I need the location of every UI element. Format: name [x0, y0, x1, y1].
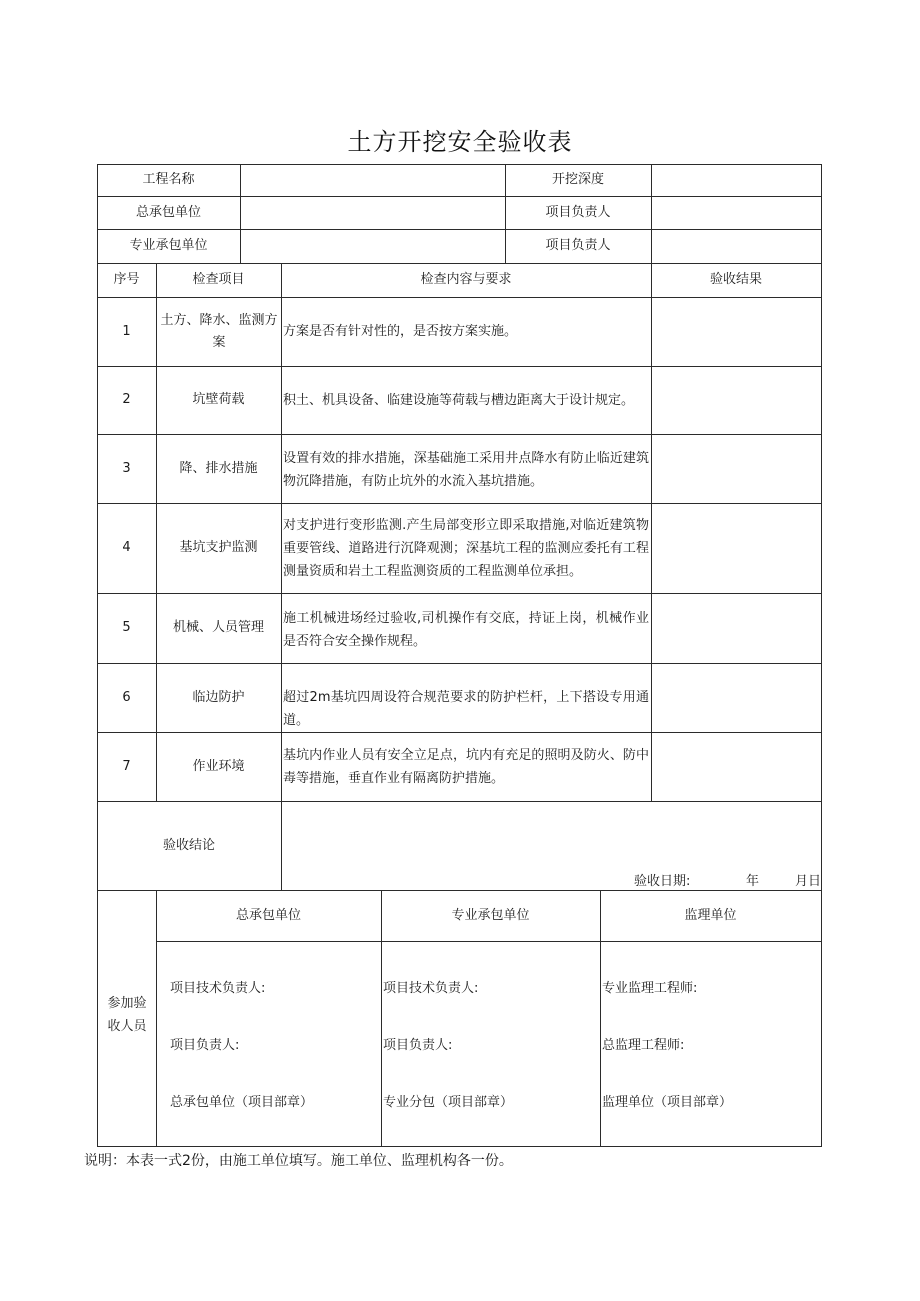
- general-manager-field[interactable]: [652, 197, 821, 229]
- participant-header-supervision: 监理单位: [684, 907, 737, 923]
- divider: [156, 941, 822, 942]
- excavation-depth-label: 开挖深度: [551, 172, 604, 187]
- table-border-right: [821, 164, 822, 1147]
- row-content: 设置有效的排水措施，深基础施工采用井点降水有防止临近建筑物沉降措施，有防止坑外的水流入基坑措施。: [283, 451, 649, 489]
- participants-label: 参加验收人员: [107, 996, 147, 1034]
- row-content: 积土、机具设备、临建设施等荷载与槽边距离大于设计规定。: [283, 393, 635, 408]
- row-no: 7: [122, 758, 131, 774]
- document-title: 土方开挖安全验收表: [347, 128, 573, 156]
- row-no: 3: [122, 460, 131, 476]
- project-name-field[interactable]: [241, 165, 505, 196]
- general-manager-label: 项目负责人: [545, 204, 611, 220]
- row-no: 2: [122, 392, 131, 407]
- column-header-item: 检查项目: [192, 272, 245, 287]
- general-project-lead-label: 项目负责人:: [170, 1038, 240, 1053]
- participant-header-general: 总承包单位: [235, 907, 301, 923]
- row-result-field[interactable]: [652, 504, 821, 593]
- column-header-content: 检查内容与要求: [420, 272, 512, 287]
- specialty-manager-label: 项目负责人: [545, 238, 611, 253]
- row-result-field[interactable]: [652, 664, 821, 732]
- row-no: 6: [122, 689, 131, 705]
- specialty-project-lead-label: 项目负责人:: [383, 1038, 453, 1053]
- column-header-result: 验收结果: [709, 272, 762, 287]
- specialty-contractor-label: 专业承包单位: [129, 238, 208, 253]
- row-item: 作业环境: [192, 758, 245, 774]
- row-result-field[interactable]: [652, 733, 821, 801]
- row-content: 超过2m基坑四周设符合规范要求的防护栏杆，上下搭设专用通道。: [283, 690, 649, 728]
- specialty-supervisor-label: 专业监理工程师:: [602, 981, 698, 996]
- date-month-day-label: 月日: [795, 874, 822, 889]
- acceptance-date-label: 验收日期:: [634, 874, 691, 889]
- conclusion-field[interactable]: [282, 802, 821, 868]
- row-result-field[interactable]: [652, 594, 821, 663]
- general-seal-label: 总承包单位（项目部章）: [170, 1095, 314, 1110]
- row-content: 施工机械进场经过验收,司机操作有交底，持证上岗，机械作业是否符合安全操作规程。: [283, 611, 649, 649]
- row-content: 方案是否有针对性的，是否按方案实施。: [283, 324, 518, 339]
- specialty-seal-label: 专业分包（项目部章）: [383, 1095, 514, 1110]
- row-no: 5: [122, 620, 131, 635]
- chief-supervisor-label: 总监理工程师:: [602, 1038, 685, 1053]
- general-contractor-label: 总承包单位: [135, 204, 201, 220]
- row-item: 降、排水措施: [179, 460, 258, 476]
- specialty-tech-lead-label: 项目技术负责人:: [383, 981, 479, 996]
- date-year-label: 年: [746, 874, 760, 889]
- supervision-seal-label: 监理单位（项目部章）: [602, 1095, 733, 1110]
- specialty-contractor-field[interactable]: [241, 230, 505, 263]
- row-item: 基坑支护监测: [179, 540, 258, 555]
- footnote: 说明：本表一式2份，由施工单位填写。施工单位、监理机构各一份。: [84, 1153, 513, 1169]
- row-content: 对支护进行变形监测.产生局部变形立即采取措施,对临近建筑物重要管线、道路进行沉降观测；深基坑工程的监测应委托有工程测量资质和岩土工程监测资质的工程监测单位承担。: [283, 518, 649, 579]
- table-border-bottom: [97, 1146, 822, 1147]
- row-item: 土方、降水、监测方案: [160, 312, 278, 350]
- row-no: 1: [122, 323, 131, 339]
- row-content: 基坑内作业人员有安全立足点，坑内有充足的照明及防火、防中毒等措施，垂直作业有隔离防护措施。: [283, 748, 649, 786]
- project-name-label: 工程名称: [142, 172, 195, 187]
- general-contractor-field[interactable]: [241, 197, 505, 229]
- excavation-depth-field[interactable]: [652, 165, 821, 196]
- participant-header-specialty: 专业承包单位: [451, 907, 530, 923]
- general-tech-lead-label: 项目技术负责人:: [170, 981, 266, 996]
- divider: [281, 263, 282, 891]
- row-item: 坑壁荷载: [192, 392, 245, 407]
- row-item: 临边防护: [192, 689, 245, 705]
- specialty-manager-field[interactable]: [652, 230, 821, 263]
- row-item: 机械、人员管理: [172, 620, 264, 635]
- row-result-field[interactable]: [652, 435, 821, 503]
- row-result-field[interactable]: [652, 367, 821, 434]
- conclusion-label: 验收结论: [162, 837, 215, 853]
- row-no: 4: [122, 540, 131, 555]
- row-result-field[interactable]: [652, 298, 821, 366]
- column-header-no: 序号: [113, 272, 140, 287]
